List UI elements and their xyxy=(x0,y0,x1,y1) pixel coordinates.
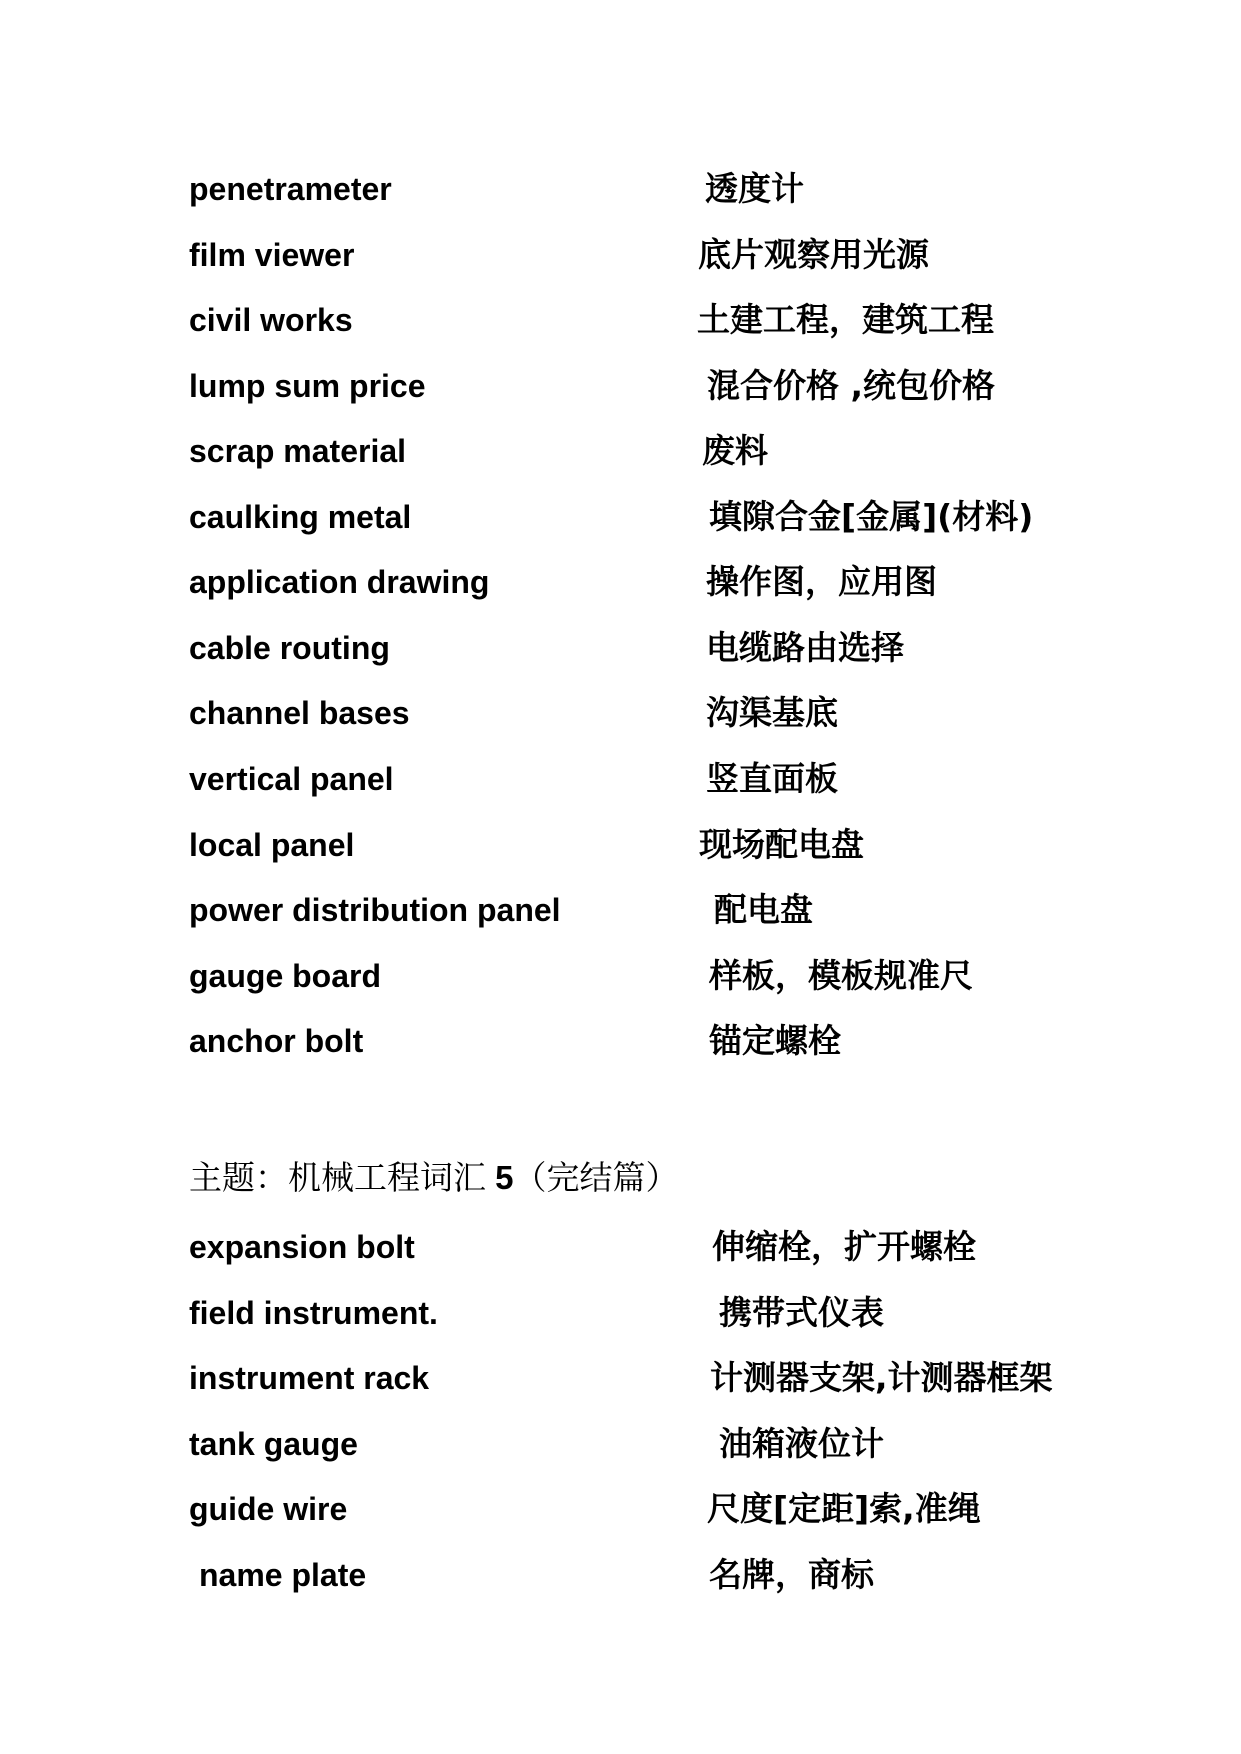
english-term: name plate xyxy=(199,1557,367,1593)
english-term: penetrameter xyxy=(189,171,392,207)
chinese-meaning: 填隙合金[金属](材料) xyxy=(709,497,1034,536)
chinese-meaning: 竖直面板 xyxy=(706,759,838,798)
glossary-entry xyxy=(0,298,1241,342)
english-term: guide wire xyxy=(189,1491,348,1527)
english-term: application drawing xyxy=(189,564,490,600)
english-term: gauge board xyxy=(189,958,382,994)
english-term: caulking metal xyxy=(189,499,412,535)
glossary-entry xyxy=(0,954,1241,998)
glossary-entry xyxy=(0,757,1241,801)
section-heading-number: 5 xyxy=(486,1159,514,1196)
chinese-meaning: 混合价格 ,统包价格 xyxy=(707,366,996,405)
english-term: vertical panel xyxy=(189,761,394,797)
glossary-entry xyxy=(0,429,1241,473)
chinese-meaning: 伸缩栓，扩开螺栓 xyxy=(712,1227,976,1266)
english-term: instrument rack xyxy=(189,1360,430,1396)
glossary-entry xyxy=(0,626,1241,670)
section-heading-title: 主题：机械工程词汇 xyxy=(189,1158,486,1197)
glossary-entry xyxy=(0,1487,1241,1531)
chinese-meaning: 尺度[定距]索,准绳 xyxy=(707,1489,981,1528)
chinese-meaning: 现场配电盘 xyxy=(699,825,864,864)
chinese-meaning: 土建工程，建筑工程 xyxy=(697,300,994,339)
glossary-entry xyxy=(0,823,1241,867)
glossary-entry xyxy=(0,560,1241,604)
chinese-meaning: 携带式仪表 xyxy=(719,1293,884,1332)
chinese-meaning: 名牌，商标 xyxy=(709,1555,874,1594)
glossary-entry xyxy=(0,495,1241,539)
english-term: scrap material xyxy=(189,433,407,469)
chinese-meaning: 废料 xyxy=(702,431,768,470)
english-term: film viewer xyxy=(189,237,355,273)
chinese-meaning: 锚定螺栓 xyxy=(709,1021,841,1060)
glossary-entry xyxy=(0,1225,1241,1269)
english-term: power distribution panel xyxy=(189,892,561,928)
glossary-entry xyxy=(0,1291,1241,1335)
chinese-meaning: 沟渠基底 xyxy=(706,693,838,732)
english-term: channel bases xyxy=(189,695,410,731)
english-term: tank gauge xyxy=(189,1426,358,1462)
chinese-meaning: 电缆路由选择 xyxy=(706,628,904,667)
english-term: field instrument. xyxy=(189,1295,438,1331)
chinese-meaning: 油箱液位计 xyxy=(719,1424,884,1463)
chinese-meaning: 配电盘 xyxy=(714,890,813,929)
chinese-meaning: 底片观察用光源 xyxy=(698,235,929,274)
english-term: civil works xyxy=(189,302,353,338)
glossary-entry xyxy=(0,888,1241,932)
chinese-meaning: 计测器支架,计测器框架 xyxy=(710,1358,1053,1397)
glossary-entry xyxy=(0,1356,1241,1400)
glossary-entry xyxy=(0,167,1241,211)
glossary-entry xyxy=(0,1019,1241,1063)
section-heading xyxy=(189,1153,679,1203)
english-term: local panel xyxy=(189,827,355,863)
english-term: anchor bolt xyxy=(189,1023,364,1059)
english-term: expansion bolt xyxy=(189,1229,415,1265)
glossary-entry xyxy=(0,233,1241,277)
chinese-meaning: 透度计 xyxy=(705,169,804,208)
glossary-entry xyxy=(0,1422,1241,1466)
glossary-entry xyxy=(0,1553,1241,1597)
english-term: lump sum price xyxy=(189,368,426,404)
chinese-meaning: 操作图，应用图 xyxy=(706,562,937,601)
chinese-meaning: 样板，模板规准尺 xyxy=(709,956,973,995)
glossary-entry xyxy=(0,364,1241,408)
glossary-entry xyxy=(0,691,1241,735)
english-term: cable routing xyxy=(189,630,390,666)
section-heading-subtitle: （完结篇） xyxy=(513,1158,679,1197)
